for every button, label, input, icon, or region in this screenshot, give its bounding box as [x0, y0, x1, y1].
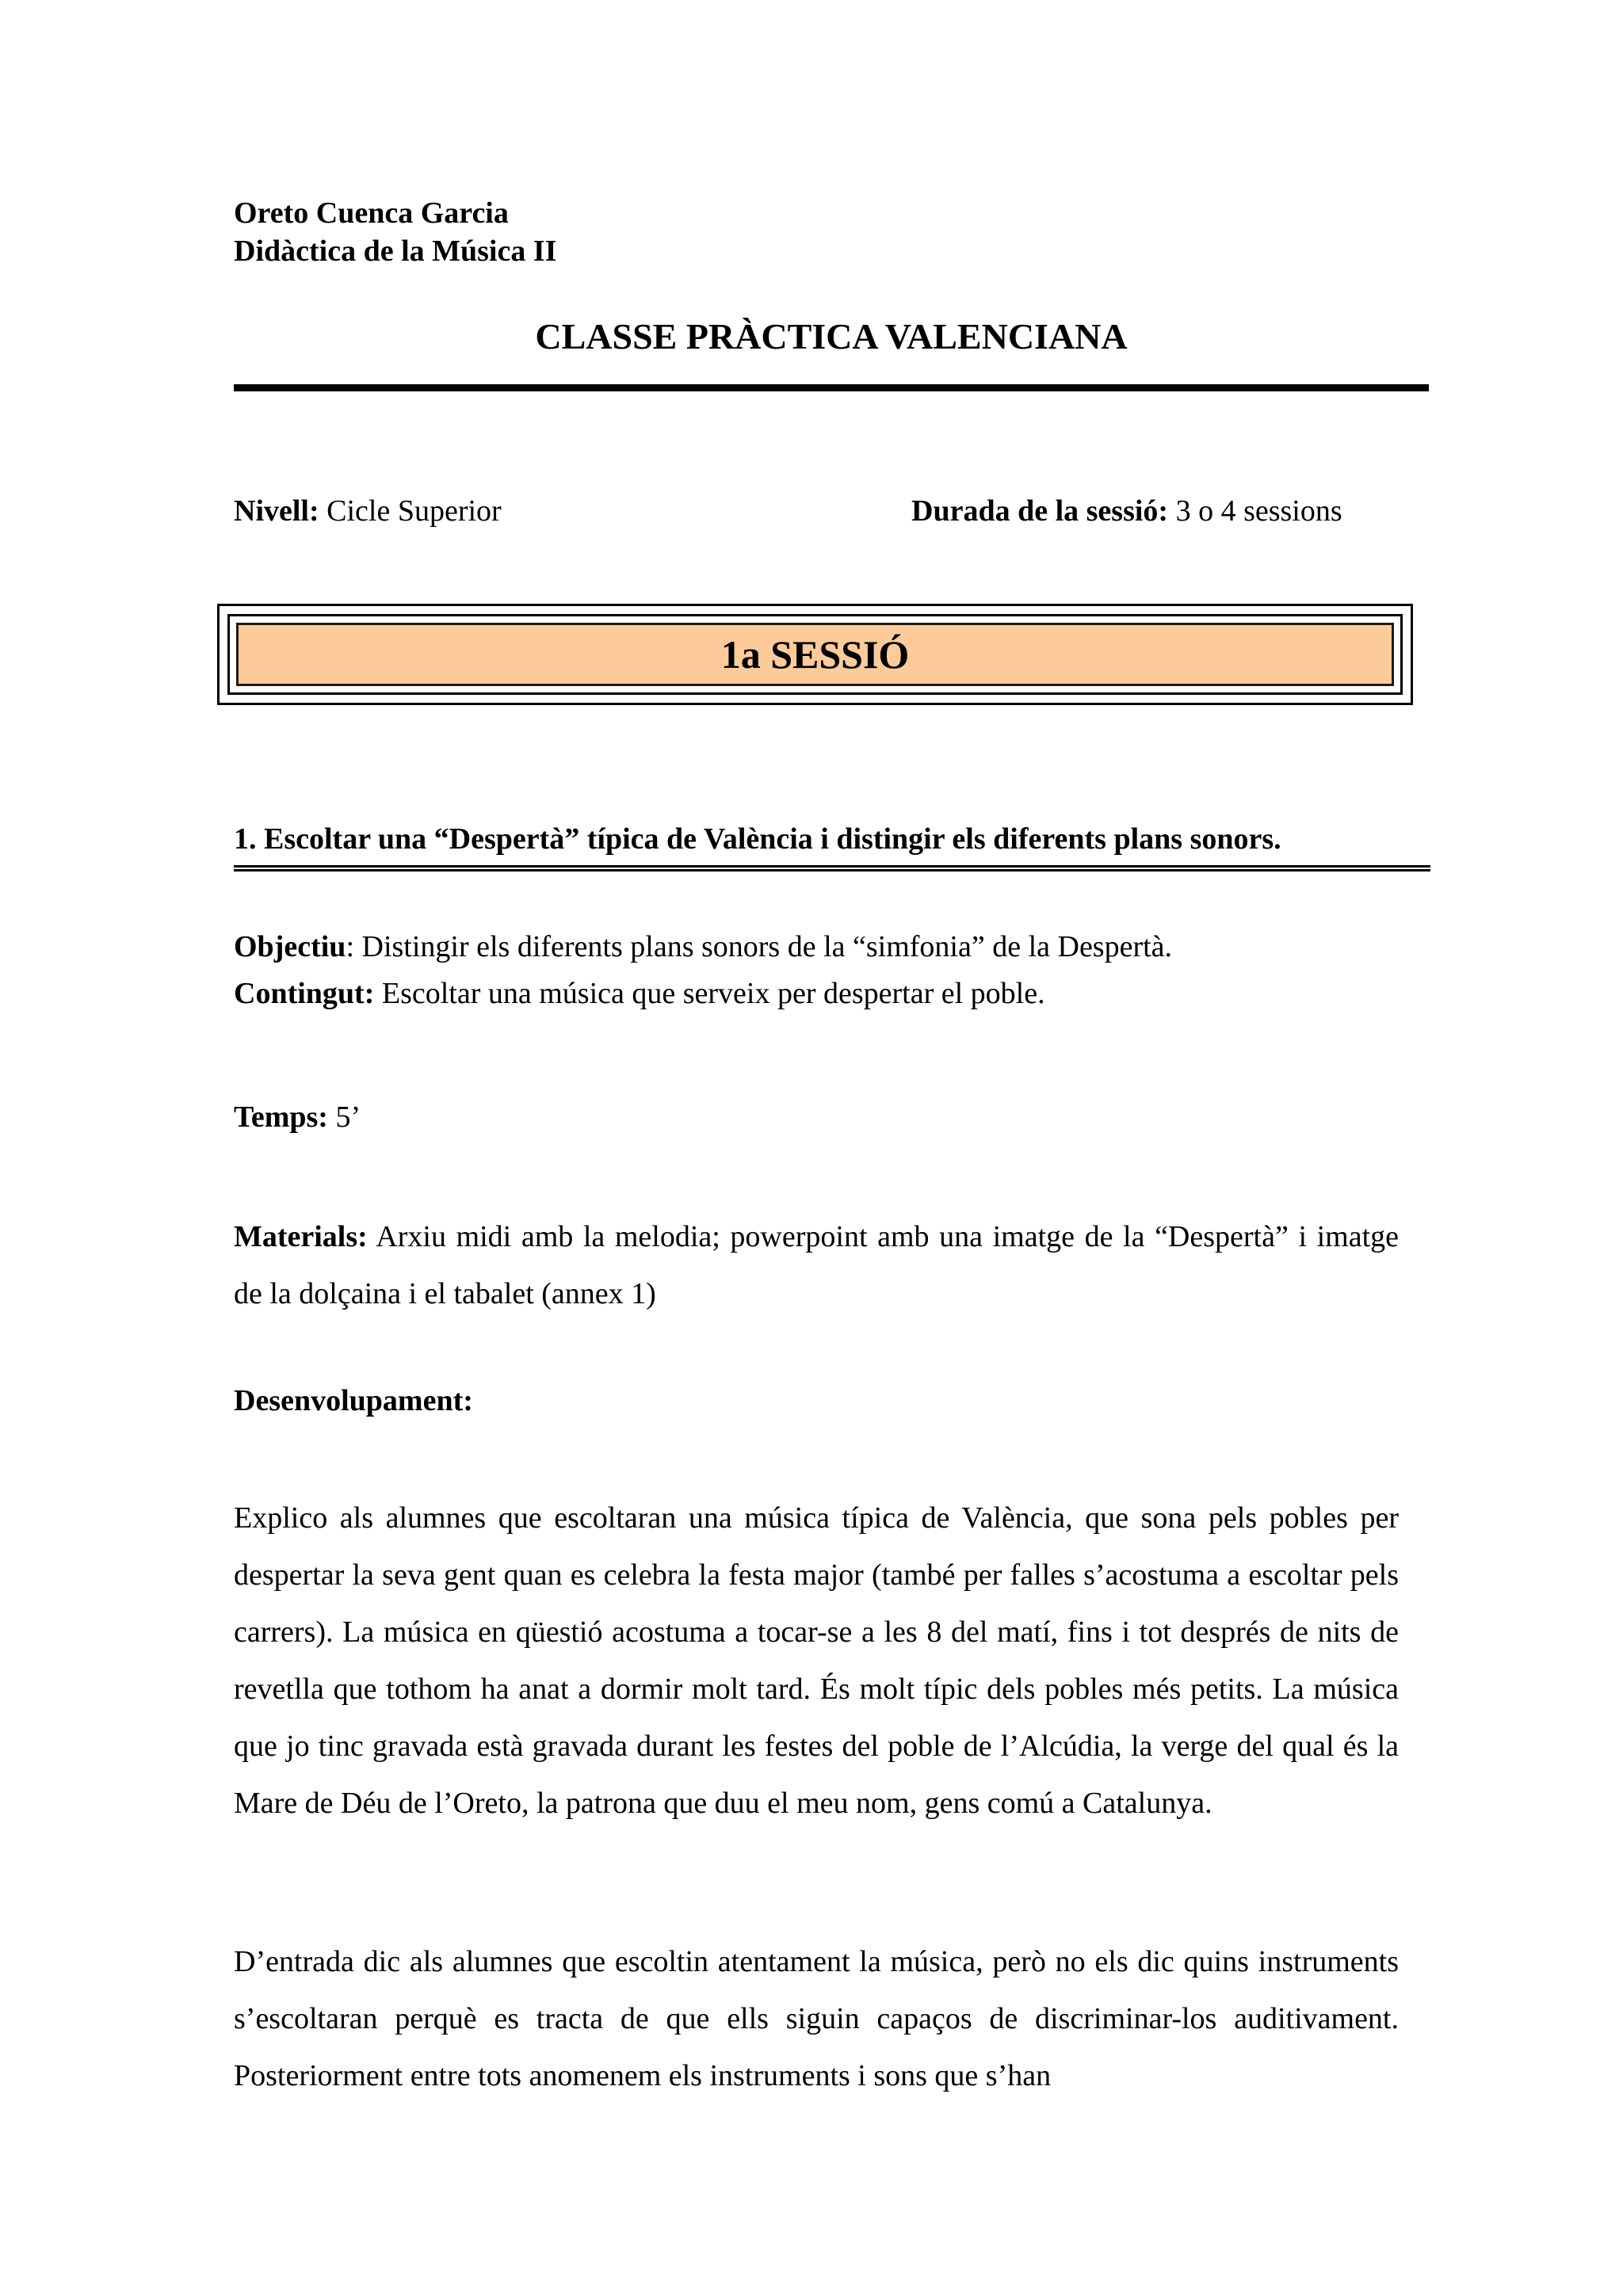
- objective-line: [234, 923, 1399, 971]
- development-paragraph: D’entrada dic als alumnes que escoltin atentament la música, però no els dic quins instruments s’escoltaran perquè es tracta de que ells siguin capaços de discriminar-los auditivament. Posteriorment entre tots anomenem els instruments i sons que s’han: [234, 1945, 1399, 2092]
- duration-info: [911, 491, 1342, 531]
- development-paragraph: Explico als alumnes que escoltaran una música típica de València, que sona pels pobles per despertar la seva gent quan es celebra la festa major (també per falles s’acostuma a escoltar pels carrers). La música en qüestió acostuma a tocar-se a les 8 del matí, fins i tot després de nits de revetlla que tothom ha anat a dormir molt tard. És molt típic dels pobles més petits. La música que jo tinc gravada està gravada durant les festes del poble de l’Alcúdia, la verge del qual és la Mare de Déu de l’Oreto, la patrona que duu el meu nom, gens comú a Catalunya.: [234, 1501, 1399, 1820]
- content-line: [234, 970, 1399, 1017]
- course-name: Didàctica de la Música II: [234, 235, 557, 268]
- level-label: Nivell:: [234, 494, 319, 528]
- session-banner-fill: [236, 623, 1394, 686]
- objective-value: : Distingir els diferents plans sonors de la “simfonia” de la Despertà.: [346, 930, 1173, 963]
- session-banner-inner-frame: [227, 614, 1403, 695]
- author-name: Oreto Cuenca Garcia: [234, 196, 509, 230]
- title-divider: [234, 384, 1429, 391]
- materials-value: Arxiu midi amb la melodia; powerpoint amb una imatge de la “Despertà” i imatge de la dolçaina i el tabalet (annex 1): [234, 1220, 1399, 1310]
- activity-double-underline: [234, 865, 1430, 871]
- duration-value: 3 o 4 sessions: [1168, 494, 1342, 528]
- time-label: Temps:: [234, 1100, 328, 1134]
- development-heading: Desenvolupament:: [234, 1384, 473, 1417]
- content-label: Contingut:: [234, 977, 375, 1010]
- materials-label: Materials:: [234, 1220, 368, 1253]
- time-value: 5’: [327, 1100, 361, 1134]
- activity-heading: 1. Escoltar una “Despertà” típica de València i distingir els diferents plans sonors.: [234, 822, 1281, 856]
- session-banner: [217, 604, 1413, 705]
- session-title: 1a SESSIÓ: [720, 632, 910, 677]
- duration-label: Durada de la sessió:: [911, 494, 1169, 528]
- time-line: [234, 1093, 1399, 1141]
- materials-line: [234, 1208, 1399, 1322]
- content-value: Escoltar una música que serveix per despertar el poble.: [374, 977, 1045, 1010]
- objective-label: Objectiu: [234, 930, 346, 963]
- level-value: Cicle Superior: [319, 494, 502, 528]
- level-info: [234, 491, 502, 531]
- document-title: CLASSE PRÀCTICA VALENCIANA: [535, 316, 1128, 357]
